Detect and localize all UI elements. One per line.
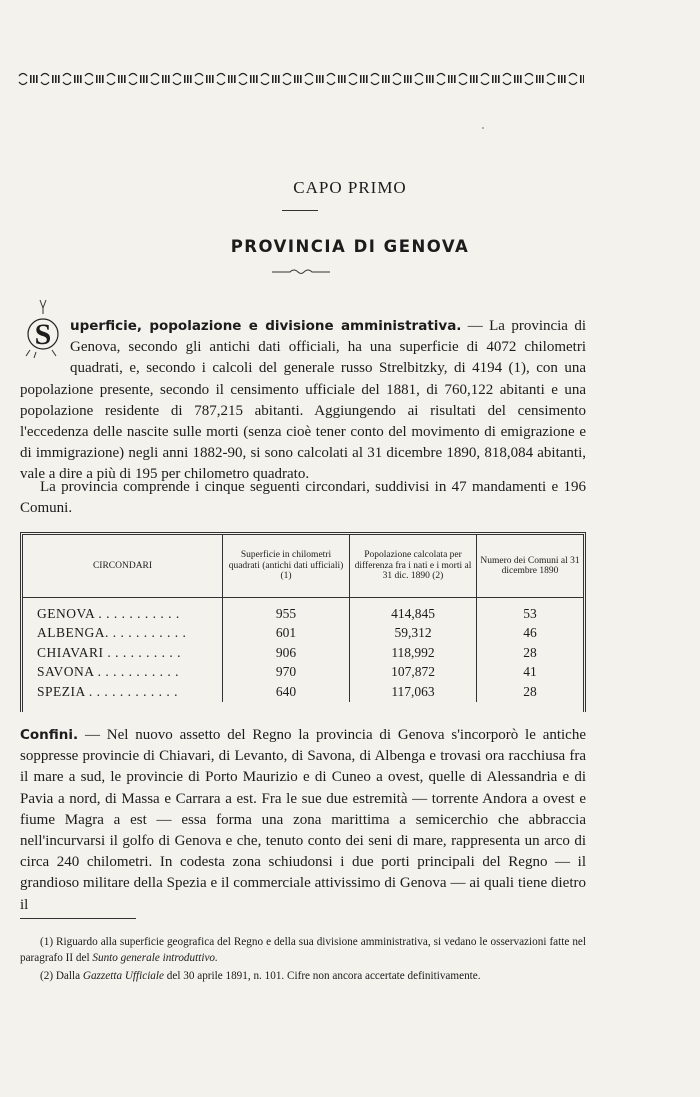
cell-superficie: 970 xyxy=(223,663,350,683)
footnote-2-tail: del 30 aprile 1891, n. 101. Cifre non ancora accertate definitivamente. xyxy=(163,970,481,982)
decorative-border-ornament xyxy=(18,70,584,88)
cell-superficie: 906 xyxy=(223,643,350,663)
cell-popolazione: 118,992 xyxy=(350,643,477,663)
footnote-2-text: (2) Dalla xyxy=(40,970,83,982)
table-row xyxy=(23,643,583,663)
footnote-1 xyxy=(20,934,586,966)
table-row xyxy=(23,682,583,702)
cell-superficie: 640 xyxy=(223,682,350,702)
footnote-2-italic: Gazzetta Ufficiale xyxy=(82,970,164,982)
cell-comuni: 28 xyxy=(523,683,537,699)
cell-popolazione: 59,312 xyxy=(350,624,477,644)
dropcap-s-ornament xyxy=(18,298,68,360)
chapter-rule xyxy=(282,210,318,211)
cell-circondario: CHIAVARI . . . . . . . . . . xyxy=(23,643,223,663)
cell-popolazione: 117,063 xyxy=(350,682,477,702)
table-header-superficie: Superficie in chilometri quadrati (antichi dati ufficiali) (1) xyxy=(223,535,350,598)
section-lead-confini: Confini. xyxy=(20,727,79,743)
table-row xyxy=(23,663,583,683)
page-title: PROVINCIA DI GENOVA xyxy=(230,237,470,256)
section-lead-superficie: uperficie, popolazione e divisione amministrativa. xyxy=(70,318,462,334)
section-circondari-intro: La provincia comprende i cinque seguenti circondari, suddivisi in 47 mandamenti e 196 Comuni. xyxy=(20,479,586,517)
svg-text:S: S xyxy=(34,318,52,351)
cell-popolazione: 107,872 xyxy=(350,663,477,683)
cell-comuni: 28 xyxy=(523,644,537,660)
title-flourish xyxy=(272,267,330,277)
table-row xyxy=(23,624,583,644)
chapter-heading: CAPO PRIMO xyxy=(293,178,407,197)
cell-circondario: SPEZIA . . . . . . . . . . . . xyxy=(23,682,223,702)
cell-popolazione: 414,845 xyxy=(350,598,477,624)
table-header-comuni: Numero dei Comuni al 31 dicembre 1890 xyxy=(477,535,584,598)
table-header-circondari: CIRCONDARI xyxy=(23,535,223,598)
footnote-rule xyxy=(20,918,136,919)
cell-superficie: 955 xyxy=(223,598,350,624)
cell-comuni: 46 xyxy=(523,625,537,641)
footnote-1-italic: Sunto generale introduttivo. xyxy=(92,952,218,964)
cell-comuni: 53 xyxy=(523,605,537,621)
section-body-confini: — Nel nuovo assetto del Regno la provincia di Genova s'incorporò le antiche soppresse provincie di Chiavari, di Levanto, di Savona, di Albenga e trovasi ora racchiusa fra il mare a sud, le provincie di Porto Maurizio e di Cuneo a ovest, quelle di Alessandria e di Pavia a nord, di Massa e Carrara a est. Fra le sue due estremità — torrente Andora a ovest e fiume Magra a est — essa forma una zona marittima a semicerchio che abbraccia nell'incurvarsi il golfo di Genova e che, tenuto conto dei seni di mare, rappresenta un arco di circa 240 chilometri. In codesta zona schiudonsi i due porti principali del Regno — il grandioso militare della Spezia e il commerciale attivissimo di Genova — ai quali tiene dietro il xyxy=(20,727,586,913)
cell-comuni: 41 xyxy=(523,664,537,680)
footnote-2 xyxy=(20,968,586,984)
cell-circondario: SAVONA . . . . . . . . . . . xyxy=(23,663,223,683)
cell-circondario: ALBENGA. . . . . . . . . . . xyxy=(23,624,223,644)
cell-circondario: GENOVA . . . . . . . . . . . xyxy=(23,598,223,624)
speck xyxy=(482,127,484,129)
footnotes xyxy=(20,934,586,986)
section-body-superficie: — La provincia di Genova, secondo gli antichi dati officiali, ha una superficie di 4072 chilometri quadrati, e, secondo i calcoli del generale russo Strelbitzky, di 4194 (1), con una popolazione presente, secondo il censimento ufficiale del 1881, di 760,122 abitanti e una popolazione residente di 787,215 abitanti. Aggiungendo ai risultati del censimento l'eccedenza delle nascite sulle morti (senza cioè tener conto del movimento di emigrazione e di immigrazione) negli anni 1882-90, si sono calcolati al 31 dicembre 1890, 818,084 abitanti, vale a dire a più di 195 per chilometro quadrato. xyxy=(20,318,586,483)
table-header-popolazione: Popolazione calcolata per differenza fra i nati e i morti al 31 dic. 1890 (2) xyxy=(350,535,477,598)
section-superficie xyxy=(20,316,586,486)
footnote-1-text: (1) Riguardo alla superficie geografica del Regno e della sua divisione amministrativa, si vedano le osservazioni fatte nel paragrafo II del xyxy=(20,936,586,964)
cell-superficie: 601 xyxy=(223,624,350,644)
circondari-table xyxy=(20,532,586,712)
table-row xyxy=(23,598,583,624)
section-confini xyxy=(20,725,586,916)
